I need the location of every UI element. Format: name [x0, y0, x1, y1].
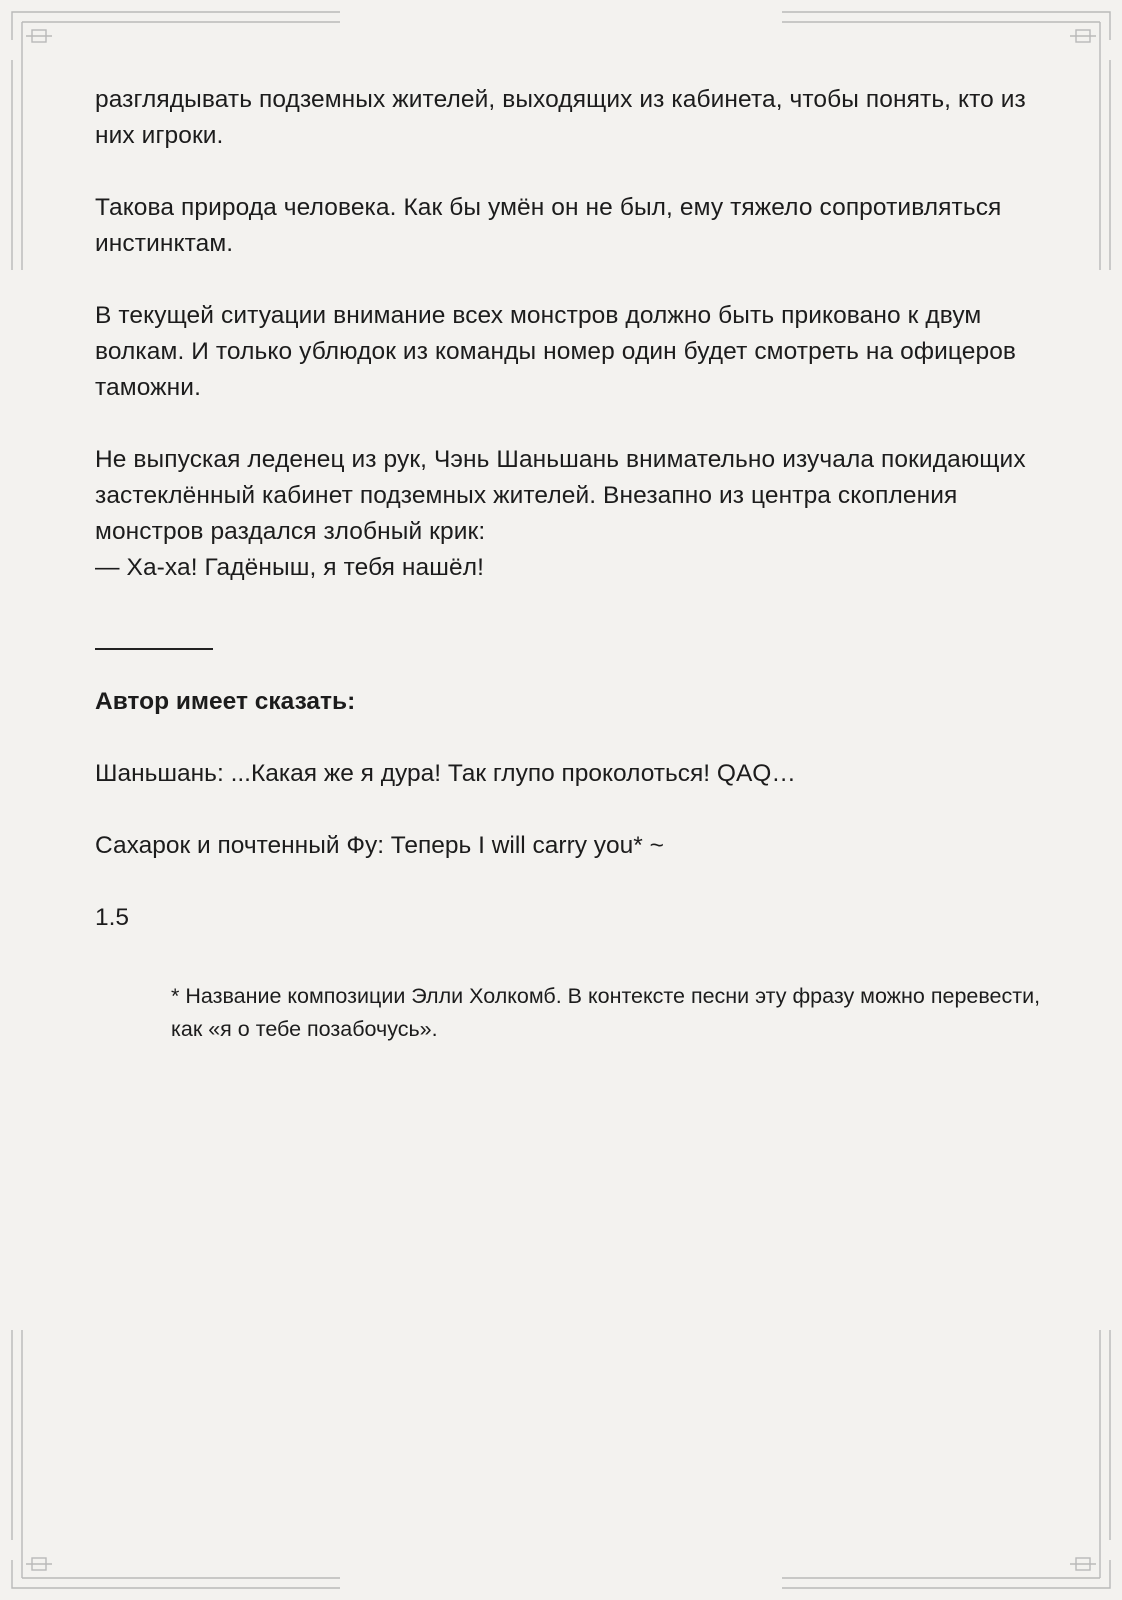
author-note-line: Шаньшань: ...Какая же я дура! Так глупо проколоться! QAQ…: [95, 759, 796, 787]
section-separator: [95, 648, 213, 650]
main-text: [95, 82, 1035, 972]
paragraph: разглядывать подземных жителей, выходящих из кабинета, чтобы понять, кто из них игроки.: [95, 86, 1026, 149]
paragraph: Не выпуская леденец из рук, Чэнь Шаньшань внимательно изучала покидающих застеклённый кабинет подземных жителей. Внезапно из центра скопления монстров раздался злобный крик:: [95, 446, 1026, 545]
author-note-line: 1.5: [95, 903, 130, 931]
author-note-heading: Автор имеет сказать:: [95, 687, 356, 715]
paragraph: Такова природа человека. Как бы умён он не был, ему тяжело сопротивляться инстинктам.: [95, 194, 1002, 257]
author-note-line: Сахарок и почтенный Фу: Теперь I will carry you* ~: [95, 831, 664, 859]
dialogue-line: — Ха-ха! Гадёныш, я тебя нашёл!: [95, 554, 485, 581]
paragraph: В текущей ситуации внимание всех монстров должно быть приковано к двум волкам. И только ублюдок из команды номер один будет смотреть на офицеров таможни.: [95, 302, 1017, 401]
footnote: * Название композиции Элли Холкомб. В контексте песни эту фразу можно перевести, как «я о тебе позабочусь».: [171, 984, 1041, 1041]
